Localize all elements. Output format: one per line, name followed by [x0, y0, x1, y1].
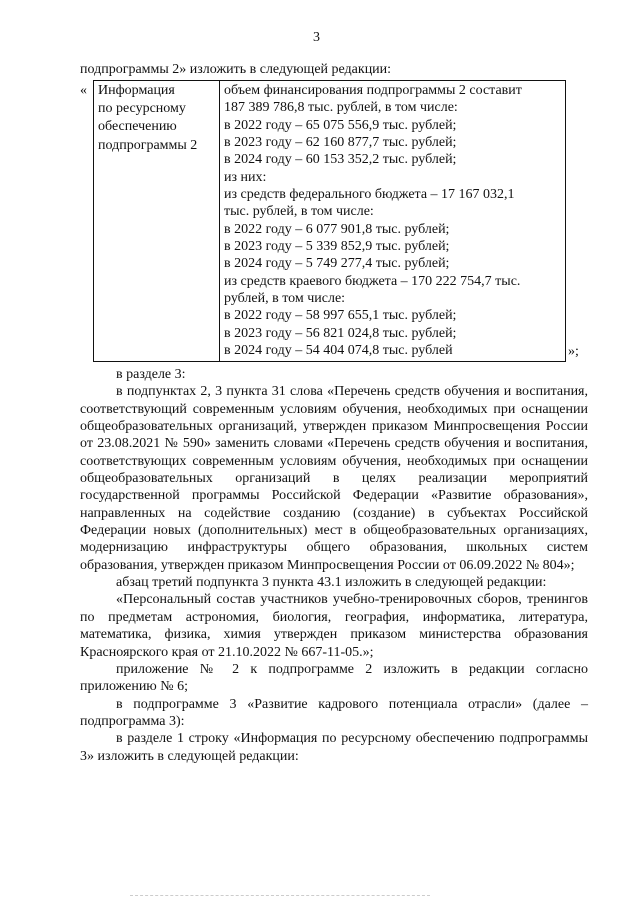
resource-info-table — [93, 80, 566, 362]
value-line: в 2023 году – 56 821 024,8 тыс. рублей; — [224, 325, 457, 341]
value-line: объем финансирования подпрограммы 2 составит — [224, 83, 522, 98]
open-quote: « — [80, 83, 87, 98]
intro-text: подпрограммы 2» изложить в следующей редакции: — [80, 62, 392, 77]
value-line: в 2022 году – 65 075 556,9 тыс. рублей; — [224, 117, 457, 133]
label-line: Информация — [98, 83, 175, 98]
paragraph: в подпунктах 2, 3 пункта 31 слова «Перечень средств обучения и воспитания, соответствующий современным условиям обучения, необходимых при оснащении общеобразовательных организаций, утвержден приказом Минпросвещения России от 23.08.2021 № 590» заменить словами «Перечень средств обучения и воспитания, соответствующих современным условиям обучения, необходимых при оснащении общеобразовательных организаций в целях реализации мероприятий государственной программы Российской Федерации «Развитие образования», направленных на содействие созданию (создание) в субъектах Российской Федерации новых (дополнительных) мест в общеобразовательных организациях, модернизацию инфраструктуры общего образования, школьных систем образования, утвержден приказом Минпросвещения России от 06.09.2022 № 804»; — [80, 384, 588, 573]
paragraph: в подпрограмме 3 «Развитие кадрового потенциала отрасли» (далее – подпрограмма 3): — [80, 696, 588, 729]
table-value-cell — [220, 81, 566, 362]
value-line: рублей, в том числе: — [224, 291, 346, 307]
page-number: 3 — [313, 30, 320, 45]
paragraph: приложение № 2 к подпрограмме 2 изложить в редакции согласно приложению № 6; — [80, 661, 588, 695]
body-text — [80, 366, 588, 765]
value-line: в 2024 году – 60 153 352,2 тыс. рублей; — [224, 152, 457, 168]
label-line: обеспечению — [98, 119, 177, 135]
value-line: в 2024 году – 54 404 074,8 тыс. рублей — [224, 343, 453, 359]
paragraph: абзац третий подпункта 3 пункта 43.1 изложить в следующей редакции: — [116, 575, 547, 591]
value-line: в 2023 году – 62 160 877,7 тыс. рублей; — [224, 135, 457, 151]
paragraph: «Персональный состав участников учебно-тренировочных сборов, тренингов по предметам астрономия, биология, география, информатика, литература, математика, физика, химия утвержден приказом министерства образования Красноярского края от 21.10.2022 № 667-11-05.»; — [80, 592, 588, 660]
table-label-cell — [94, 81, 220, 362]
close-quote: »; — [568, 344, 579, 359]
value-line: 187 389 786,8 тыс. рублей, в том числе: — [224, 100, 458, 116]
page-bottom-edge — [130, 895, 430, 896]
value-line: из них: — [224, 169, 267, 185]
value-line: в 2023 году – 5 339 852,9 тыс. рублей; — [224, 239, 450, 255]
table-row — [94, 81, 566, 362]
paragraph: в разделе 3: — [116, 367, 186, 382]
value-line: тыс. рублей, в том числе: — [224, 204, 374, 220]
value-line: в 2024 году – 5 749 277,4 тыс. рублей; — [224, 256, 450, 272]
label-line: подпрограммы 2 — [98, 137, 198, 153]
paragraph: в разделе 1 строку «Информация по ресурсному обеспечению подпрограммы 3» изложить в следующей редакции: — [80, 731, 588, 764]
value-line: в 2022 году – 6 077 901,8 тыс. рублей; — [224, 221, 450, 237]
value-line: из средств краевого бюджета – 170 222 754,7 тыс. — [224, 273, 521, 289]
value-line: в 2022 году – 58 997 655,1 тыс. рублей; — [224, 308, 457, 324]
label-line: по ресурсному — [98, 101, 186, 117]
value-line: из средств федерального бюджета – 17 167 032,1 — [224, 187, 515, 203]
